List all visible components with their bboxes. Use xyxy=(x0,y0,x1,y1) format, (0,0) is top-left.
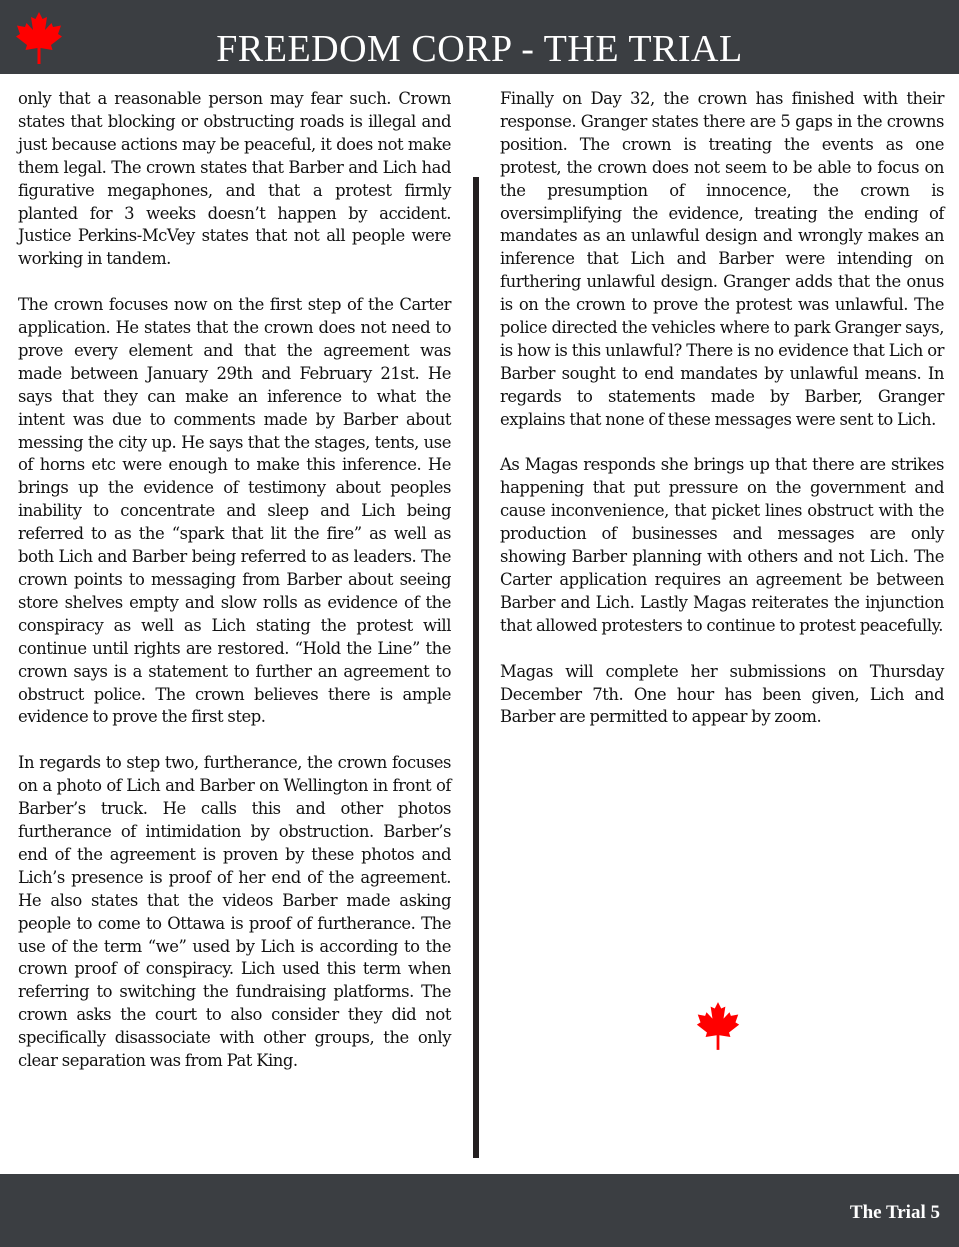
paragraph: only that a reasonable person may fear such. Crown states that blocking or obstructing roads is illegal and just because actions may be peaceful, it does not make them legal. The crown states that Barber and Lich had figurative megaphones, and that a protest firmly planted for 3 weeks doesn’t happen by accident. Justice Perkins-McVey states that not all people were working in tandem. xyxy=(18,89,451,269)
right-column xyxy=(500,88,944,752)
maple-leaf-icon xyxy=(695,1001,741,1051)
page-header xyxy=(0,0,959,74)
page-title: FREEDOM CORP - THE TRIAL xyxy=(216,28,743,70)
paragraph: Finally on Day 32, the crown has finished with their response. Granger states there are 5 gaps in the crowns position. The crown is treating the events as one protest, the crown does not seem to be able to focus on the presumption of innocence, the crown is oversimplifying the evidence, treating the ending of mandates as an unlawful design and wrongly makes an inference that Lich and Barber were intending on furthering unlawful design. Granger adds that the onus is on the crown to prove the protest was unlawful. The police directed the vehicles where to park Granger says, is how is this unlawful? There is no evidence that Lich or Barber sought to end mandates by unlawful means. In regards to statements made by Barber, Granger explains that none of these messages were sent to Lich. xyxy=(500,89,944,429)
paragraph: The crown focuses now on the first step of the Carter application. He states that the crown does not need to prove every element and that the agreement was made between January 29th and February 21st. He says that they can make an inference to what the intent was due to comments made by Barber about messing the city up. He says that the stages, tents, use of horns etc were enough to make this inference. He brings up the evidence of testimony about peoples inability to concentrate and sleep and Lich being referred to as the “spark that lit the fire” as well as both Lich and Barber being referred to as leaders. The crown points to messaging from Barber about seeing store shelves empty and slow rolls as evidence of the conspiracy as well as Lich stating the protest will continue until rights are restored. “Hold the Line” the crown says is a statement to further an agreement to obstruct police. The crown believes there is ample evidence to prove the first step. xyxy=(18,295,451,727)
page-number-label: The Trial 5 xyxy=(849,1202,940,1223)
column-divider xyxy=(473,177,479,1158)
paragraph: Magas will complete her submissions on Thursday December 7th. One hour has been given, Lich and Barber are permitted to appear by zoom. xyxy=(500,661,944,727)
paragraph: In regards to step two, furtherance, the crown focuses on a photo of Lich and Barber on Wellington in front of Barber’s truck. He calls this and other photos furtherance of intimidation by obstruction. Barber’s end of the agreement is proven by these photos and Lich’s presence is proof of her end of the agreement. He also states that the videos Barber made asking people to come to Ottawa is proof of furtherance. The use of the term “we” used by Lich is according to the crown proof of conspiracy. Lich used this term when referring to switching the fundraising platforms. The crown asks the court to also consider they did not specifically disassociate with other groups, the only clear separation was from Pat King. xyxy=(18,753,451,1071)
paragraph: As Magas responds she brings up that there are strikes happening that put pressure on the government and cause inconvenience, that picket lines obstruct with the production of businesses and messages are only showing Barber planning with others and not Lich. The Carter application requires an agreement be between Barber and Lich. Lastly Magas reiterates the injunction that allowed protesters to continue to protest peacefully. xyxy=(500,455,944,635)
left-column xyxy=(18,88,451,1096)
page-footer xyxy=(0,1174,959,1247)
